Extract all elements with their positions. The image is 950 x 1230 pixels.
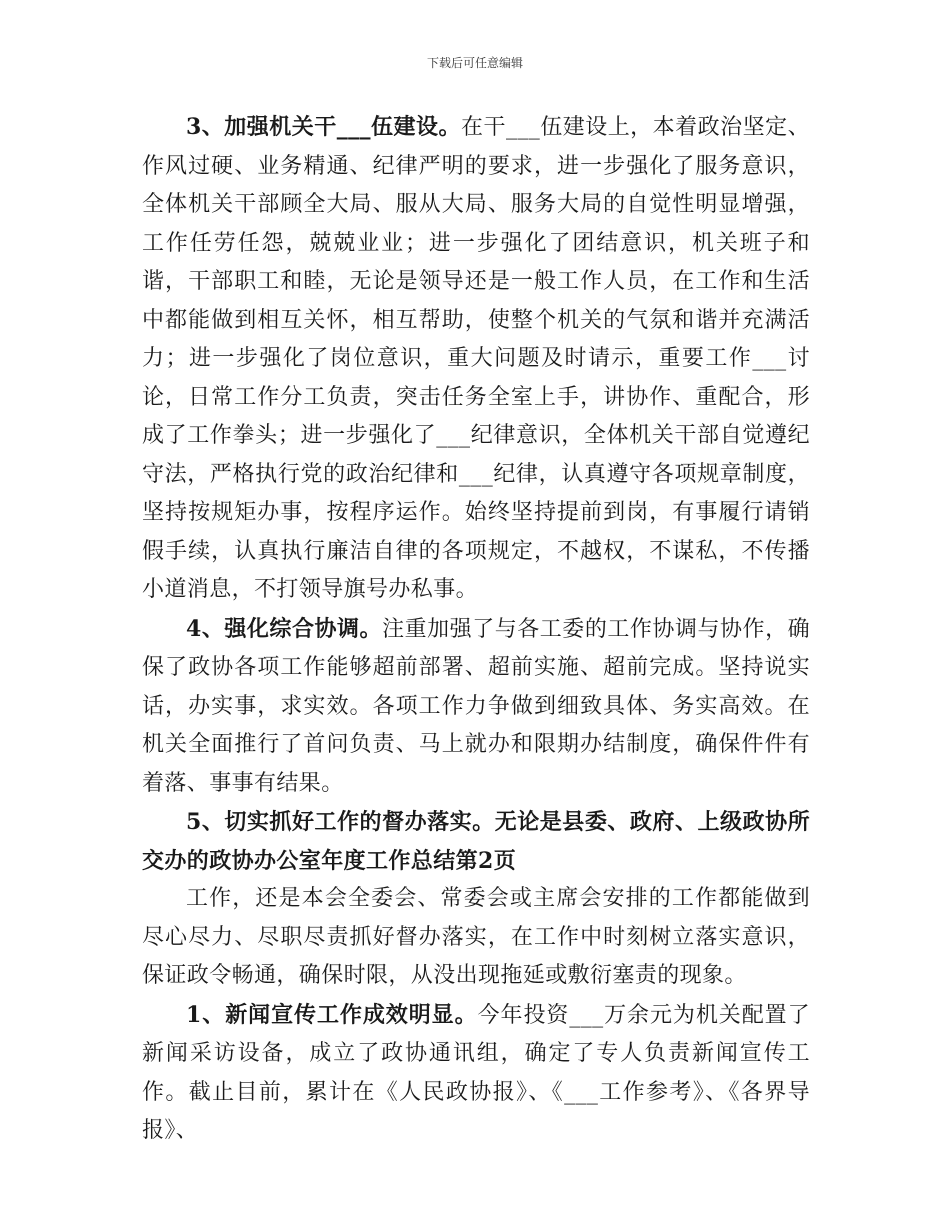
page-header: 下载后可任意编辑 (426, 56, 523, 70)
paragraph-3 (142, 108, 810, 610)
paragraph-6-heading: 1、新闻宣传工作成效明显。 (186, 1001, 478, 1028)
paragraph-5-heading: 5、切实抓好工作的督办落实。无论是县委、政府、上级政协所交办的政协办公室年度工作总结第2页 (142, 809, 810, 874)
document-body (142, 108, 810, 1151)
paragraph-4-heading: 4、强化综合协调。 (186, 615, 383, 642)
paragraph-4 (142, 610, 810, 804)
paragraph-6 (142, 996, 810, 1151)
paragraph-3-text: 在干___伍建设上，本着政治坚定、作风过硬、业务精通、纪律严明的要求，进一步强化了服务意识，全体机关干部顾全大局、服从大局、服务大局的自觉性明显增强，工作任劳任怨，兢兢业业；进一步强化了团结意识，机关班子和谐，干部职工和睦，无论是领导还是一般工作人员，在工作和生活中都能做到相互关怀，相互帮助，使整个机关的气氛和谐并充满活力；进一步强化了岗位意识，重大问题及时请示，重要工作___讨论，日常工作分工负责，突击任务全室上手，讲协作、重配合，形成了工作拳头；进一步强化了___纪律意识，全体机关干部自觉遵纪守法，严格执行党的政治纪律和___纪律，认真遵守各项规章制度，坚持按规矩办事，按程序运作。始终坚持提前到岗，有事履行请销假手续，认真执行廉洁自律的各项规定，不越权，不谋私，不传播小道消息，不打领导旗号办私事。 (142, 115, 810, 602)
paragraph-4-text: 注重加强了与各工委的工作协调与协作，确保了政协各项工作能够超前部署、超前实施、超前完成。坚持说实话，办实事，求实效。各项工作力争做到细致具体、务实高效。在机关全面推行了首问负责、马上就办和限期办结制度，确保件件有着落、事事有结果。 (142, 616, 810, 796)
paragraph-5-text: 工作，还是本会全委会、常委会或主席会安排的工作都能做到尽心尽力、尽职尽责抓好督办落实，在工作中时刻树立落实意识，保证政令畅通，确保时限，从没出现拖延或敷衍塞责的现象。 (142, 886, 810, 988)
paragraph-6-text: 今年投资___万余元为机关配置了新闻采访设备，成立了政协通讯组，确定了专人负责新闻宣传工作。截止目前，累计在《人民政协报》、《___工作参考》、《各界导报》、 (142, 1002, 811, 1143)
paragraph-3-heading: 3、加强机关干___伍建设。 (186, 114, 461, 140)
